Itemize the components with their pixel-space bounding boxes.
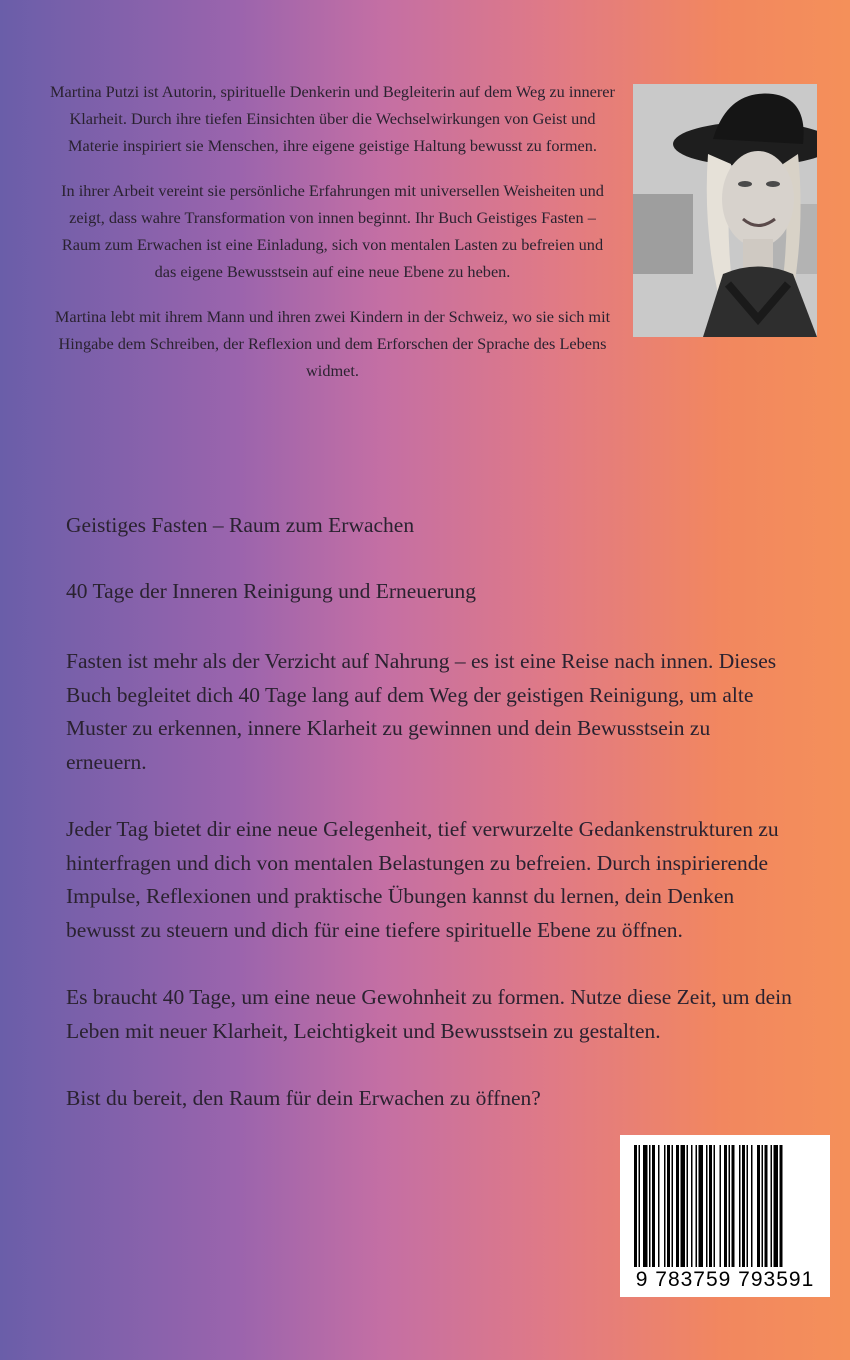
barcode-bar bbox=[720, 1145, 722, 1267]
barcode-bar bbox=[765, 1145, 768, 1267]
barcode-bar bbox=[658, 1145, 660, 1267]
book-subtitle: 40 Tage der Inneren Reinigung und Erneuerung bbox=[66, 579, 477, 603]
barcode-bar bbox=[643, 1145, 648, 1267]
barcode-bar bbox=[780, 1145, 783, 1267]
barcode-bar bbox=[699, 1145, 704, 1267]
author-photo bbox=[633, 84, 817, 337]
barcode-bar bbox=[696, 1145, 698, 1267]
author-bio bbox=[50, 78, 615, 402]
author-bio-paragraph: In ihrer Arbeit vereint sie persönliche Erfahrungen mit universellen Weisheiten und zeigt, dass wahre Transformation von innen beginnt. Ihr Buch Geistiges Fasten – Raum zum Erwachen ist eine Einladung, sich von mentalen Lasten zu befreien und das eigene Bewusstsein auf eine neue Ebene zu heben. bbox=[61, 181, 604, 281]
isbn-barcode bbox=[620, 1135, 830, 1297]
barcode-bar bbox=[757, 1145, 760, 1267]
barcode-bar bbox=[762, 1145, 764, 1267]
barcode-bar bbox=[676, 1145, 679, 1267]
barcode-bar bbox=[652, 1145, 655, 1267]
barcode-bar bbox=[634, 1145, 637, 1267]
barcode-bar bbox=[706, 1145, 708, 1267]
isbn-number: 9 783759 793591 bbox=[635, 1268, 815, 1291]
barcode-bar bbox=[639, 1145, 641, 1267]
description-paragraph: Es braucht 40 Tage, um eine neue Gewohnheit zu formen. Nutze diese Zeit, um dein Leben mit neuer Klarheit, Leichtigkeit und Bewusstsein zu gestalten. bbox=[66, 985, 792, 1043]
barcode-bar bbox=[732, 1145, 735, 1267]
barcode-bar bbox=[724, 1145, 727, 1267]
barcode-bar bbox=[774, 1145, 779, 1267]
author-bio-paragraph: Martina lebt mit ihrem Mann und ihren zwei Kindern in der Schweiz, wo sie sich mit Hingabe dem Schreiben, der Reflexion und dem Erforschen der Sprache des Lebens widmet. bbox=[54, 307, 611, 380]
barcode-bar bbox=[771, 1145, 773, 1267]
description-paragraph: Fasten ist mehr als der Verzicht auf Nahrung – es ist eine Reise nach innen. Dieses Buch begleitet dich 40 Tage lang auf dem Weg der geistigen Reinigung, um alte Muster zu erkennen, innere Klarheit zu gewinnen und dein Bewusstsein zu erneuern. bbox=[66, 649, 777, 774]
description-paragraph: Jeder Tag bietet dir eine neue Gelegenheit, tief verwurzelte Gedankenstrukturen zu hinterfragen und dich von mentalen Belastungen zu befreien. Durch inspirierende Impulse, Reflexionen und praktische Übungen kannst du lernen, dein Denken bewusst zu steuern und dich für eine tiefere spirituelle Ebene zu öffnen. bbox=[66, 817, 779, 942]
barcode-bar bbox=[681, 1145, 686, 1267]
barcode-bar bbox=[747, 1145, 749, 1267]
book-description bbox=[66, 645, 796, 1150]
barcode-bar bbox=[714, 1145, 716, 1267]
barcode-bar bbox=[729, 1145, 731, 1267]
barcode-bar bbox=[664, 1145, 666, 1267]
barcode-bar bbox=[739, 1145, 741, 1267]
barcode-bar bbox=[691, 1145, 693, 1267]
barcode-bar bbox=[649, 1145, 651, 1267]
barcode-bars bbox=[634, 1145, 816, 1267]
description-paragraph: Bist du bereit, den Raum für dein Erwachen zu öffnen? bbox=[66, 1086, 541, 1110]
author-bio-paragraph: Martina Putzi ist Autorin, spirituelle Denkerin und Begleiterin auf dem Weg zu innerer Klarheit. Durch ihre tiefen Einsichten über die Wechselwirkungen von Geist und Materie inspiriert sie Menschen, ihre eigene geistige Haltung bewusst zu formen. bbox=[50, 82, 615, 155]
barcode-bar bbox=[709, 1145, 712, 1267]
barcode-bar bbox=[667, 1145, 670, 1267]
barcode-bar bbox=[672, 1145, 674, 1267]
barcode-bar bbox=[751, 1145, 753, 1267]
barcode-bar bbox=[687, 1145, 689, 1267]
book-title: Geistiges Fasten – Raum zum Erwachen bbox=[66, 513, 415, 537]
barcode-bar bbox=[742, 1145, 745, 1267]
